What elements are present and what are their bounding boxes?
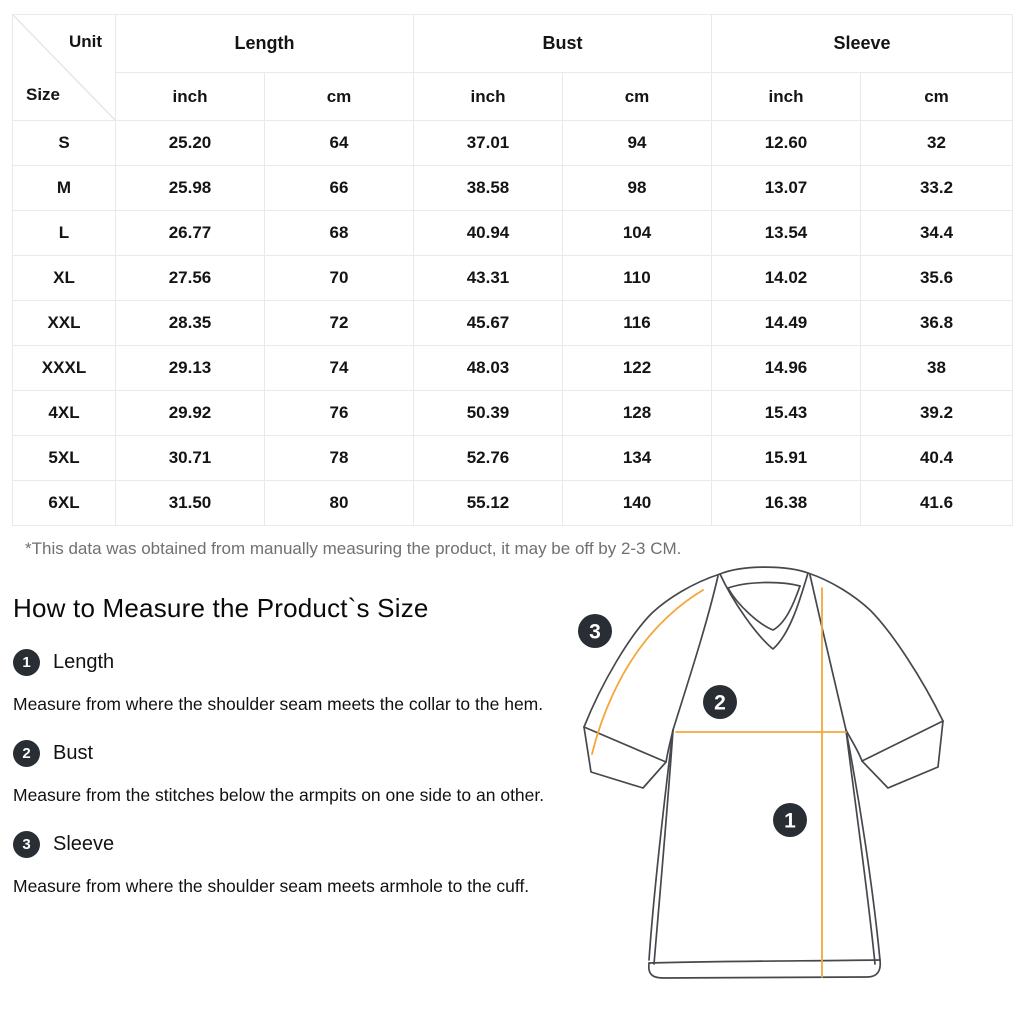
group-header-length: Length — [116, 15, 414, 73]
table-row — [13, 211, 1013, 256]
step-label: Sleeve — [53, 833, 115, 855]
table-row — [13, 436, 1013, 481]
tshirt-measure-diagram — [570, 558, 1010, 990]
value-cell: 128 — [563, 391, 712, 436]
size-cell: L — [13, 211, 116, 256]
value-cell: 122 — [563, 346, 712, 391]
unit-header: cm — [265, 73, 414, 121]
value-cell: 66 — [265, 166, 414, 211]
value-cell: 55.12 — [414, 481, 563, 526]
size-cell: 6XL — [13, 481, 116, 526]
value-cell: 94 — [563, 121, 712, 166]
right-raglan-seam — [810, 575, 846, 730]
value-cell: 74 — [265, 346, 414, 391]
size-cell: S — [13, 121, 116, 166]
step-label: Length — [53, 651, 115, 673]
step-description: Measure from where the shoulder seam meets armhole to the cuff. — [13, 876, 530, 896]
table-row — [13, 481, 1013, 526]
tshirt-diagram-svg — [570, 558, 1010, 990]
value-cell: 116 — [563, 301, 712, 346]
value-cell: 15.91 — [712, 436, 861, 481]
value-cell: 45.67 — [414, 301, 563, 346]
corner-cell — [13, 15, 116, 121]
value-cell: 33.2 — [861, 166, 1013, 211]
step-length — [13, 649, 573, 718]
value-cell: 52.76 — [414, 436, 563, 481]
value-cell: 13.07 — [712, 166, 861, 211]
value-cell: 30.71 — [116, 436, 265, 481]
value-cell: 104 — [563, 211, 712, 256]
value-cell: 14.02 — [712, 256, 861, 301]
value-cell: 14.96 — [712, 346, 861, 391]
unit-header: cm — [563, 73, 712, 121]
table-row — [13, 391, 1013, 436]
size-cell: 5XL — [13, 436, 116, 481]
value-cell: 15.43 — [712, 391, 861, 436]
value-cell: 36.8 — [861, 301, 1013, 346]
step-bust — [13, 740, 573, 809]
diagram-badge-length — [773, 803, 807, 837]
value-cell: 80 — [265, 481, 414, 526]
size-table — [12, 14, 1013, 526]
value-cell: 31.50 — [116, 481, 265, 526]
section-title: How to Measure the Product`s Size — [13, 593, 429, 623]
step-number-badge: 2 — [13, 740, 40, 767]
value-cell: 37.01 — [414, 121, 563, 166]
value-cell: 50.39 — [414, 391, 563, 436]
value-cell: 35.6 — [861, 256, 1013, 301]
badge-number: 1 — [784, 809, 796, 833]
body-left-side — [649, 730, 673, 960]
collar-back-outer — [720, 567, 808, 574]
value-cell: 25.98 — [116, 166, 265, 211]
right-sleeve-outline — [808, 573, 943, 721]
value-cell: 70 — [265, 256, 414, 301]
value-cell: 38.58 — [414, 166, 563, 211]
value-cell: 34.4 — [861, 211, 1013, 256]
value-cell: 64 — [265, 121, 414, 166]
value-cell: 29.13 — [116, 346, 265, 391]
value-cell: 13.54 — [712, 211, 861, 256]
table-group-header-row — [13, 15, 1013, 73]
badge-number: 3 — [589, 620, 601, 644]
value-cell: 38 — [861, 346, 1013, 391]
size-cell: XL — [13, 256, 116, 301]
value-cell: 16.38 — [712, 481, 861, 526]
hem-band-seam — [649, 960, 880, 963]
value-cell: 27.56 — [116, 256, 265, 301]
value-cell: 140 — [563, 481, 712, 526]
step-description: Measure from the stitches below the armpits on one side to an other. — [13, 785, 545, 805]
step-header — [13, 649, 573, 676]
value-cell: 98 — [563, 166, 712, 211]
value-cell: 68 — [265, 211, 414, 256]
value-cell: 28.35 — [116, 301, 265, 346]
table-unit-header-row — [13, 73, 1013, 121]
table-row — [13, 346, 1013, 391]
value-cell: 40.94 — [414, 211, 563, 256]
body-right-seam — [846, 730, 875, 964]
table-row — [13, 301, 1013, 346]
size-cell: 4XL — [13, 391, 116, 436]
value-cell: 72 — [265, 301, 414, 346]
step-sleeve — [13, 831, 573, 900]
diagram-badge-bust — [703, 685, 737, 719]
step-header — [13, 831, 573, 858]
table-row — [13, 256, 1013, 301]
size-cell: M — [13, 166, 116, 211]
left-cuff-seam — [584, 727, 666, 762]
value-cell: 43.31 — [414, 256, 563, 301]
group-header-sleeve: Sleeve — [712, 15, 1013, 73]
step-number-badge: 3 — [13, 831, 40, 858]
unit-header: inch — [712, 73, 861, 121]
step-header — [13, 740, 573, 767]
value-cell: 25.20 — [116, 121, 265, 166]
value-cell: 78 — [265, 436, 414, 481]
badge-number: 2 — [714, 691, 726, 715]
sleeve-measure-line — [592, 590, 703, 754]
measurement-disclaimer: *This data was obtained from manually measuring the product, it may be off by 2-3 CM. — [25, 539, 682, 558]
value-cell: 39.2 — [861, 391, 1013, 436]
group-header-bust: Bust — [414, 15, 712, 73]
size-cell: XXL — [13, 301, 116, 346]
diagram-badge-sleeve — [578, 614, 612, 648]
step-description: Measure from where the shoulder seam meets the collar to the hem. — [13, 694, 544, 714]
unit-header: inch — [414, 73, 563, 121]
left-sleeve-outline — [584, 574, 720, 727]
value-cell: 26.77 — [116, 211, 265, 256]
right-cuff-seam — [862, 721, 943, 761]
unit-header: cm — [861, 73, 1013, 121]
value-cell: 12.60 — [712, 121, 861, 166]
value-cell: 48.03 — [414, 346, 563, 391]
value-cell: 32 — [861, 121, 1013, 166]
value-cell: 29.92 — [116, 391, 265, 436]
step-number-badge: 1 — [13, 649, 40, 676]
value-cell: 110 — [563, 256, 712, 301]
value-cell: 134 — [563, 436, 712, 481]
table-row — [13, 121, 1013, 166]
value-cell: 76 — [265, 391, 414, 436]
value-cell: 14.49 — [712, 301, 861, 346]
unit-header: inch — [116, 73, 265, 121]
size-cell: XXXL — [13, 346, 116, 391]
collar-back-inner — [728, 582, 800, 588]
corner-size-label: Size — [26, 85, 61, 104]
table-row — [13, 166, 1013, 211]
value-cell: 41.6 — [861, 481, 1013, 526]
value-cell: 40.4 — [861, 436, 1013, 481]
corner-unit-label: Unit — [68, 32, 102, 51]
measure-steps — [13, 649, 573, 900]
step-label: Bust — [53, 742, 94, 764]
